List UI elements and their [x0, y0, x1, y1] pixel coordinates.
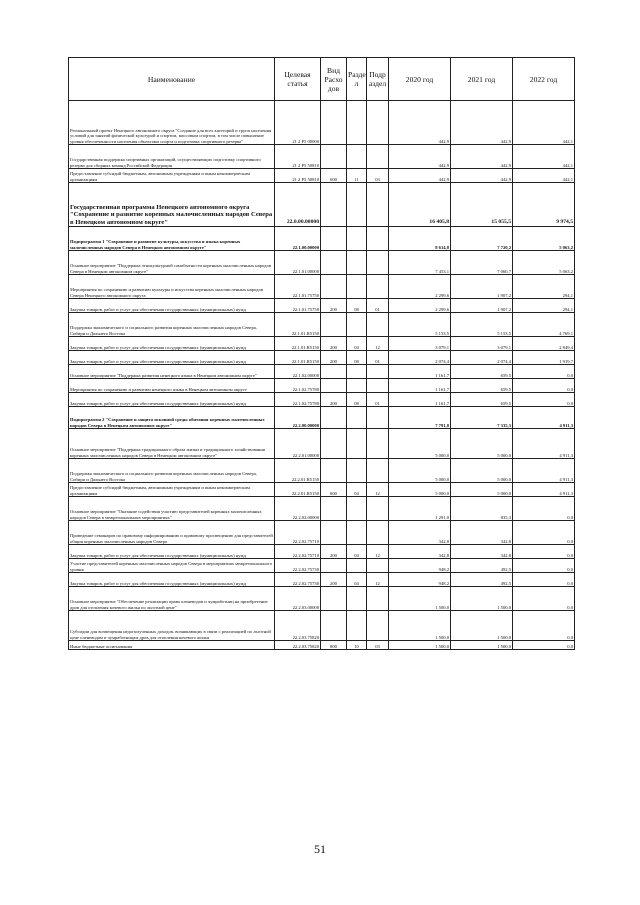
- cell-razdel: 04: [347, 573, 367, 587]
- cell-razdel: [347, 407, 367, 429]
- cell-vid: [321, 379, 347, 393]
- cell-podrazdel: [367, 101, 389, 145]
- cell-podrazdel: 12: [367, 483, 389, 497]
- cell-code: 22.2.03.00000: [275, 587, 321, 611]
- cell-name: Поддержка экономического и социального развития коренных малочисленных народов Севера, Сибири и Дальнего Востока: [69, 459, 275, 483]
- cell-vid: 200: [321, 351, 347, 365]
- cell-y2020: 7 791,0: [389, 407, 451, 429]
- cell-y2021: 342,8: [451, 521, 513, 545]
- cell-y2020: 1 500,0: [389, 587, 451, 611]
- cell-podrazdel: [367, 521, 389, 545]
- cell-razdel: [347, 101, 367, 145]
- cell-razdel: 08: [347, 393, 367, 407]
- table-row: [69, 545, 575, 559]
- cell-razdel: [347, 379, 367, 393]
- cell-code: 21 2 P5 00000: [275, 101, 321, 145]
- budget-table: [68, 57, 575, 650]
- cell-razdel: [347, 313, 367, 337]
- table-row: [69, 251, 575, 275]
- table-row: [69, 337, 575, 351]
- cell-razdel: [347, 183, 367, 227]
- cell-vid: 200: [321, 573, 347, 587]
- cell-y2022: 4 769,1: [513, 313, 575, 337]
- cell-y2022: 5 063,2: [513, 251, 575, 275]
- cell-y2021: 5 000,0: [451, 483, 513, 497]
- header-name: Наименование: [69, 58, 275, 101]
- table-row: [69, 299, 575, 313]
- cell-code: 22.1.01.R5150: [275, 337, 321, 351]
- cell-name: Основное мероприятие "Обеспечение реализации права оленеводов и чумработниц на приобретение дров для отопления кочевого жилья по льготной цене": [69, 587, 275, 611]
- cell-y2021: 442,9: [451, 145, 513, 169]
- cell-razdel: 11: [347, 169, 367, 183]
- cell-vid: 800: [321, 641, 347, 650]
- cell-vid: [321, 145, 347, 169]
- cell-vid: [321, 365, 347, 379]
- cell-razdel: [347, 587, 367, 611]
- cell-y2020: 2 074,4: [389, 351, 451, 365]
- cell-y2021: 7 720,2: [451, 227, 513, 251]
- cell-y2020: 1 161,7: [389, 379, 451, 393]
- cell-y2022: 294,1: [513, 299, 575, 313]
- cell-vid: 200: [321, 299, 347, 313]
- cell-y2020: 1 500,0: [389, 641, 451, 650]
- cell-code: 22.2.01.00000: [275, 429, 321, 459]
- cell-podrazdel: [367, 365, 389, 379]
- cell-vid: [321, 251, 347, 275]
- cell-y2020: 948,2: [389, 573, 451, 587]
- cell-razdel: 08: [347, 299, 367, 313]
- cell-y2022: 442,1: [513, 169, 575, 183]
- cell-name: Подпрограмма 2 "Сохранение и защита исконной среды обитания коренных малочисленных народов Севера в Ненецком автономном округе": [69, 407, 275, 429]
- cell-vid: [321, 611, 347, 641]
- cell-y2021: 3 079,1: [451, 337, 513, 351]
- cell-name: Государственная программа Ненецкого автономного округа "Сохранение и развитие коренных малочисленных народов Севера в Ненецком автономном округе": [69, 183, 275, 227]
- cell-name: Проведение семинаров по правовому информированию и правовому просвещению для представителей общин коренных малочисленных народов Севера: [69, 521, 275, 545]
- cell-code: 22.1.02.75780: [275, 393, 321, 407]
- cell-name: Иные бюджетные ассигнования: [69, 641, 275, 650]
- cell-podrazdel: [367, 459, 389, 483]
- cell-razdel: 08: [347, 351, 367, 365]
- cell-y2021: 442,9: [451, 169, 513, 183]
- cell-code: 22.1.01.75750: [275, 275, 321, 299]
- table-row: [69, 459, 575, 483]
- cell-vid: 600: [321, 483, 347, 497]
- table-body: [69, 101, 575, 650]
- cell-podrazdel: [367, 313, 389, 337]
- cell-name: Государственная поддержка спортивных организаций, осуществляющих подготовку спортивного резерва для сборных команд Российской Федерации: [69, 145, 275, 169]
- cell-razdel: 04: [347, 545, 367, 559]
- cell-podrazdel: 01: [367, 299, 389, 313]
- table-row: [69, 407, 575, 429]
- cell-y2021: 1 907,2: [451, 299, 513, 313]
- cell-podrazdel: 03: [367, 169, 389, 183]
- cell-podrazdel: 03: [367, 641, 389, 650]
- cell-vid: [321, 407, 347, 429]
- cell-y2021: 492,5: [451, 559, 513, 573]
- cell-y2020: 5 000,0: [389, 429, 451, 459]
- cell-y2022: 0,0: [513, 365, 575, 379]
- cell-vid: [321, 227, 347, 251]
- cell-y2021: 659,5: [451, 393, 513, 407]
- cell-y2022: 0,0: [513, 545, 575, 559]
- header-2020: 2020 год: [389, 58, 451, 101]
- cell-code: 22.1.02.75780: [275, 379, 321, 393]
- cell-name: Участие представителей коренных малочисленных народов Севера в мероприятиях межрегионального уровня: [69, 559, 275, 573]
- header-razdel: Разде л: [347, 58, 367, 101]
- cell-code: 22.1.01.00000: [275, 251, 321, 275]
- header-2021: 2021 год: [451, 58, 513, 101]
- cell-y2020: 7 453,1: [389, 251, 451, 275]
- cell-podrazdel: [367, 275, 389, 299]
- cell-code: 22.1.02.00000: [275, 365, 321, 379]
- cell-vid: [321, 559, 347, 573]
- cell-code: 22.2.03.75820: [275, 641, 321, 650]
- cell-razdel: [347, 365, 367, 379]
- cell-y2021: 1 500,0: [451, 587, 513, 611]
- cell-y2020: 1 291,0: [389, 497, 451, 521]
- cell-vid: 200: [321, 545, 347, 559]
- cell-y2022: 5 063,2: [513, 227, 575, 251]
- cell-podrazdel: 12: [367, 545, 389, 559]
- cell-y2022: 0,0: [513, 497, 575, 521]
- cell-name: Субсидии для возмещения недополученных доходов, возникающих в связи с реализацией по льготной цене оленеводам и чумработницам дров для отопления кочевого жилья: [69, 611, 275, 641]
- table-row: [69, 429, 575, 459]
- cell-y2021: 1 907,2: [451, 275, 513, 299]
- cell-y2021: 492,5: [451, 573, 513, 587]
- cell-podrazdel: 12: [367, 337, 389, 351]
- cell-vid: [321, 101, 347, 145]
- cell-vid: 600: [321, 169, 347, 183]
- cell-y2021: 7 060,7: [451, 251, 513, 275]
- cell-code: 22.2.02.00000: [275, 497, 321, 521]
- cell-razdel: [347, 429, 367, 459]
- cell-y2020: 1 500,0: [389, 611, 451, 641]
- cell-y2022: 0,0: [513, 587, 575, 611]
- cell-razdel: 04: [347, 483, 367, 497]
- header-vid: Вид Расхо дов: [321, 58, 347, 101]
- header-code: Целевая статья: [275, 58, 321, 101]
- cell-razdel: [347, 275, 367, 299]
- cell-y2021: 835,3: [451, 497, 513, 521]
- cell-y2020: 5 000,0: [389, 459, 451, 483]
- cell-name: Подпрограмма 1 "Сохранение и развитие культуры, искусства и языка коренных малочисленных народов Севера в Ненецком автономном округе": [69, 227, 275, 251]
- cell-code: 22.2.01.R5150: [275, 459, 321, 483]
- table-row: [69, 227, 575, 251]
- cell-razdel: [347, 559, 367, 573]
- cell-code: 22.1.01.R5150: [275, 313, 321, 337]
- cell-y2022: 0,0: [513, 393, 575, 407]
- cell-vid: [321, 183, 347, 227]
- table-row: [69, 587, 575, 611]
- cell-y2021: 1 500,0: [451, 641, 513, 650]
- cell-razdel: [347, 227, 367, 251]
- cell-code: 22.2.03.75820: [275, 611, 321, 641]
- cell-code: 21 2 P5 50810: [275, 145, 321, 169]
- cell-y2022: 9 974,5: [513, 183, 575, 227]
- cell-y2020: 342,8: [389, 521, 451, 545]
- cell-podrazdel: [367, 559, 389, 573]
- table-row: [69, 521, 575, 545]
- cell-code: 21 2 P5 50810: [275, 169, 321, 183]
- cell-name: Предоставление субсидий бюджетным, автономным учреждениям и иным некоммерческим организациям: [69, 169, 275, 183]
- cell-name: Поддержка экономического и социального развития коренных малочисленных народов Севера, Сибири и Дальнего Востока: [69, 313, 275, 337]
- cell-y2022: 2 849,4: [513, 337, 575, 351]
- cell-y2022: 0,0: [513, 611, 575, 641]
- cell-y2020: 16 405,8: [389, 183, 451, 227]
- cell-razdel: [347, 251, 367, 275]
- cell-razdel: [347, 459, 367, 483]
- cell-y2022: 4 911,3: [513, 429, 575, 459]
- page-number: 51: [314, 842, 326, 856]
- table-row: [69, 641, 575, 650]
- cell-podrazdel: 12: [367, 573, 389, 587]
- header-2022: 2022 год: [513, 58, 575, 101]
- cell-y2022: 4 911,3: [513, 483, 575, 497]
- cell-y2022: 4 911,3: [513, 459, 575, 483]
- cell-vid: [321, 275, 347, 299]
- cell-code: 22.0.00.00000: [275, 183, 321, 227]
- cell-y2021: 5 000,0: [451, 459, 513, 483]
- table-row: [69, 101, 575, 145]
- cell-podrazdel: [367, 227, 389, 251]
- cell-vid: 200: [321, 393, 347, 407]
- cell-vid: [321, 459, 347, 483]
- cell-y2020: 3 079,1: [389, 337, 451, 351]
- table-header-row: [69, 58, 575, 101]
- cell-code: 22.1.01.R5150: [275, 351, 321, 365]
- table-row: [69, 611, 575, 641]
- table-row: [69, 483, 575, 497]
- cell-y2020: 442,9: [389, 101, 451, 145]
- cell-vid: 200: [321, 337, 347, 351]
- header-podrazdel: Подр аздел: [367, 58, 389, 101]
- cell-razdel: [347, 497, 367, 521]
- cell-y2022: 442,1: [513, 145, 575, 169]
- table-row: [69, 351, 575, 365]
- cell-name: Основное мероприятие "Поддержка развития ненецкого языка в Ненецком автономном округе": [69, 365, 275, 379]
- cell-y2020: 1 161,7: [389, 393, 451, 407]
- cell-y2020: 442,9: [389, 145, 451, 169]
- cell-podrazdel: 01: [367, 351, 389, 365]
- table-row: [69, 275, 575, 299]
- cell-name: Закупка товаров, работ и услуг для обеспечения государственных (муниципальных) нужд: [69, 351, 275, 365]
- cell-y2021: 342,8: [451, 545, 513, 559]
- cell-y2022: 0,0: [513, 573, 575, 587]
- cell-name: Региональный проект Ненецкого автономного округа "Создание для всех категорий и групп населения условий для занятий физической культурой и спортом, массовым спортом, в том числе повышение уровня обеспеченности населения объектами спорта и подготовка спортивного резерва": [69, 101, 275, 145]
- table-row: [69, 169, 575, 183]
- cell-name: Мероприятия по сохранению и развитию культуры и искусства коренных малочисленных народов Севера Ненецкого автономного округа: [69, 275, 275, 299]
- cell-code: 22.2.02.75710: [275, 521, 321, 545]
- cell-y2020: 2 299,6: [389, 299, 451, 313]
- cell-y2022: 0,0: [513, 379, 575, 393]
- cell-razdel: 04: [347, 337, 367, 351]
- cell-y2020: 5 000,0: [389, 483, 451, 497]
- cell-name: Мероприятия по сохранению и развитию ненецкого языка в Ненецком автономном округе: [69, 379, 275, 393]
- table-row: [69, 365, 575, 379]
- cell-podrazdel: [367, 587, 389, 611]
- table-row: [69, 313, 575, 337]
- table-row: [69, 497, 575, 521]
- cell-name: Предоставление субсидий бюджетным, автономным учреждениям и иным некоммерческим организациям: [69, 483, 275, 497]
- cell-code: 22.1.01.75750: [275, 299, 321, 313]
- cell-y2020: 442,9: [389, 169, 451, 183]
- cell-name: Закупка товаров, работ и услуг для обеспечения государственных (муниципальных) нужд: [69, 393, 275, 407]
- cell-y2020: 2 299,6: [389, 275, 451, 299]
- cell-podrazdel: [367, 251, 389, 275]
- cell-y2021: 659,5: [451, 379, 513, 393]
- cell-y2022: 294,1: [513, 275, 575, 299]
- cell-razdel: 10: [347, 641, 367, 650]
- cell-podrazdel: 01: [367, 393, 389, 407]
- cell-code: 22.2.02.75710: [275, 545, 321, 559]
- cell-y2021: 5 000,0: [451, 429, 513, 459]
- table-row: [69, 573, 575, 587]
- table-row: [69, 183, 575, 227]
- cell-podrazdel: [367, 183, 389, 227]
- cell-y2020: 948,2: [389, 559, 451, 573]
- table-row: [69, 145, 575, 169]
- cell-name: Закупка товаров, работ и услуг для обеспечения государственных (муниципальных) нужд: [69, 573, 275, 587]
- cell-code: 22.2.02.75730: [275, 573, 321, 587]
- cell-y2022: 0,0: [513, 521, 575, 545]
- cell-code: 22.1.00.00000: [275, 227, 321, 251]
- cell-y2021: 442,9: [451, 101, 513, 145]
- table-row: [69, 559, 575, 573]
- cell-y2020: 1 161,7: [389, 365, 451, 379]
- cell-y2021: 2 074,4: [451, 351, 513, 365]
- cell-podrazdel: [367, 145, 389, 169]
- cell-razdel: [347, 145, 367, 169]
- cell-name: Закупка товаров, работ и услуг для обеспечения государственных (муниципальных) нужд: [69, 545, 275, 559]
- cell-podrazdel: [367, 497, 389, 521]
- cell-y2021: 5 153,5: [451, 313, 513, 337]
- cell-y2021: 7 335,3: [451, 407, 513, 429]
- cell-y2021: 1 500,0: [451, 611, 513, 641]
- cell-name: Основное мероприятие "Поддержка этнокультурной самобытности коренных малочисленных народов Севера в Ненецком автономном округе": [69, 251, 275, 275]
- cell-code: 22.2.01.R5150: [275, 483, 321, 497]
- cell-vid: [321, 313, 347, 337]
- cell-y2022: 0,0: [513, 559, 575, 573]
- cell-y2021: 659,5: [451, 365, 513, 379]
- cell-y2022: 0,0: [513, 641, 575, 650]
- cell-y2022: 1 919,7: [513, 351, 575, 365]
- cell-y2021: 15 055,5: [451, 183, 513, 227]
- cell-podrazdel: [367, 429, 389, 459]
- cell-y2022: 4 911,3: [513, 407, 575, 429]
- cell-vid: [321, 521, 347, 545]
- cell-y2020: 8 614,8: [389, 227, 451, 251]
- cell-razdel: [347, 521, 367, 545]
- cell-name: Основное мероприятие "Оказание содействия участию представителей коренных малочисленных народов Севера в межрегиональных мероприятиях": [69, 497, 275, 521]
- cell-y2020: 342,8: [389, 545, 451, 559]
- cell-name: Закупка товаров, работ и услуг для обеспечения государственных (муниципальных) нужд: [69, 337, 275, 351]
- table-row: [69, 379, 575, 393]
- cell-name: Закупка товаров, работ и услуг для обеспечения государственных (муниципальных) нужд: [69, 299, 275, 313]
- cell-podrazdel: [367, 611, 389, 641]
- cell-y2020: 5 153,5: [389, 313, 451, 337]
- cell-vid: [321, 429, 347, 459]
- table-row: [69, 393, 575, 407]
- cell-code: 22.2.00.00000: [275, 407, 321, 429]
- cell-vid: [321, 587, 347, 611]
- cell-podrazdel: [367, 407, 389, 429]
- cell-vid: [321, 497, 347, 521]
- cell-code: 22.2.02.75730: [275, 559, 321, 573]
- cell-y2022: 442,1: [513, 101, 575, 145]
- cell-name: Основное мероприятие "Поддержка традиционного образа жизни и традиционного хозяйствования коренных малочисленных народов Севера в Ненецком автономном округе": [69, 429, 275, 459]
- cell-podrazdel: [367, 379, 389, 393]
- cell-razdel: [347, 611, 367, 641]
